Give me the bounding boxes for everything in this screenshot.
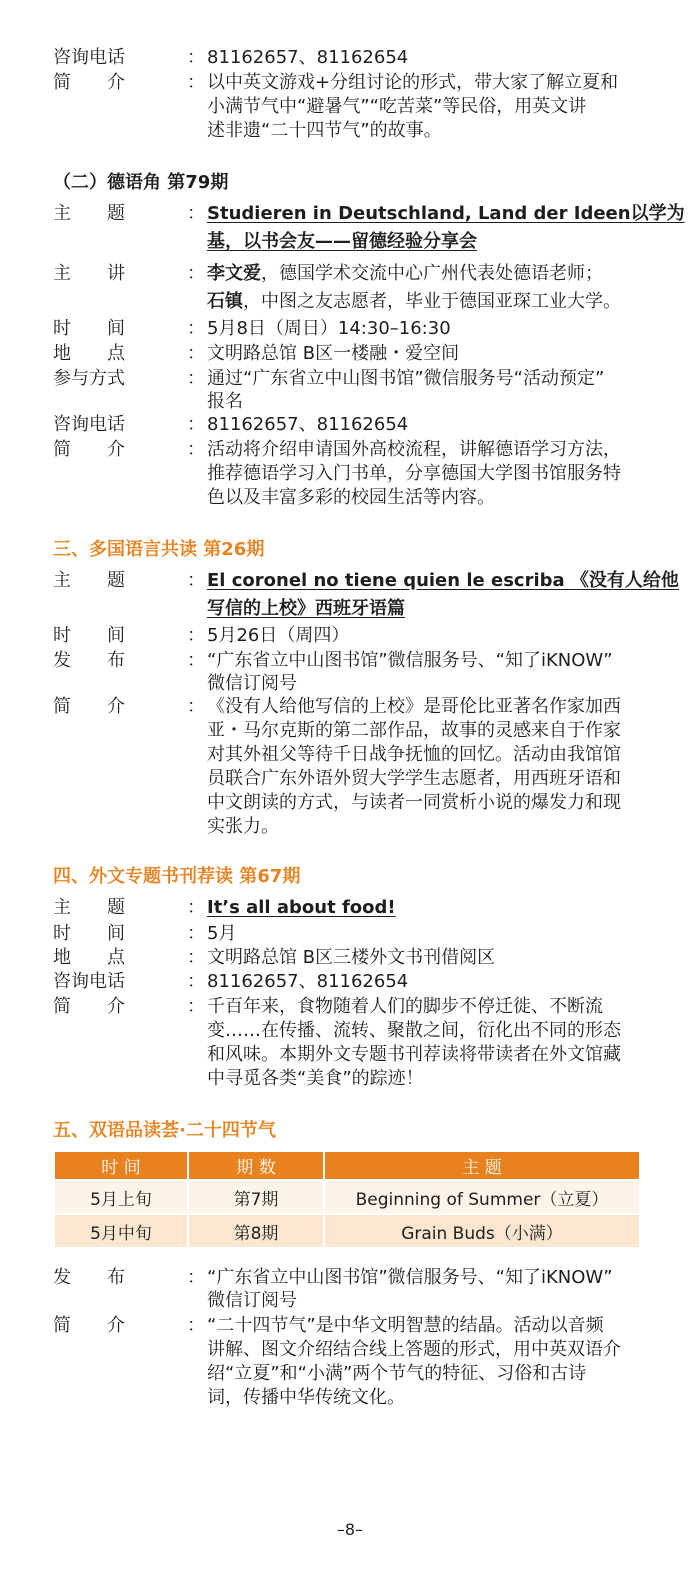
s3-intro-label: 简 介	[53, 696, 125, 717]
s2-speaker-1	[207, 263, 603, 284]
s2-intro-line-2: 推荐德语学习入门书单，分享德国大学图书馆服务特	[207, 463, 621, 484]
s4-intro-row: 简 介 ： 千百年来，食物随着人们的脚步不停迁徙、不断流 变……在传播、流转、聚散之间，衍化出不同的形态 和风味。本期外文专题书刊荐读将带读者在外文馆藏 中寻觅各类“美食”的踪迹！	[53, 996, 621, 1089]
s3-heading: 三、多国语言共读 第26期	[53, 539, 265, 560]
table-cell: Grain Buds（小满）	[325, 1215, 639, 1247]
s4-contact-label: 咨询电话	[53, 971, 125, 992]
s3-theme-line-1: El coronel no tiene quien le escriba 《没有人给他	[207, 570, 679, 591]
s3-intro-line-4: 员联合广东外语外贸大学学生志愿者，用西班牙语和	[207, 768, 621, 789]
s2-theme-line-1: Studieren in Deutschland, Land der Ideen以学为	[207, 203, 685, 224]
s2-theme-label: 主 题	[53, 203, 125, 224]
schedule-header-row	[55, 1152, 639, 1179]
s1-intro-row: 简 介 ： 以中英文游戏+分组讨论的形式，带大家了解立夏和 小满节气中“避暑气”“吃苦菜”等民俗，用英文讲 述非遗“二十四节气”的故事。	[53, 72, 619, 141]
s1-intro-label: 简 介	[53, 72, 125, 93]
s3-theme-label: 主 题	[53, 570, 125, 591]
s2-speaker1-name: 李文爱	[207, 263, 261, 284]
s3-theme-row: 主 题 ： El coronel no tiene quien le escriba 《没有人给他 写信的上校》西班牙语篇	[53, 570, 679, 619]
s5-intro-line-2: 讲解、图文介绍结合线上答题的形式，用中英双语介	[207, 1339, 621, 1360]
s5-publish-line-1: “广东省立中山图书馆”微信服务号、“知了iKNOW”	[207, 1267, 613, 1288]
s3-publish-row: 发 布 ： “广东省立中山图书馆”微信服务号、“知了iKNOW” 微信订阅号	[53, 650, 613, 694]
s4-time-label: 时 间	[53, 923, 125, 944]
s5-intro-line-4: 词，传播中华传统文化。	[207, 1387, 405, 1408]
s2-join-row: 参与方式 ： 通过“广东省立中山图书馆”微信服务号“活动预定” 报名	[53, 368, 605, 412]
s4-intro-label: 简 介	[53, 996, 125, 1017]
s2-time-value: 5月8日（周日）14:30–16:30	[207, 318, 451, 339]
s4-intro-line-4: 中寻觅各类“美食”的踪迹！	[207, 1068, 424, 1089]
s1-contact-label: 咨询电话	[53, 47, 125, 68]
s5-publish-row: 发 布 ： “广东省立中山图书馆”微信服务号、“知了iKNOW” 微信订阅号	[53, 1267, 613, 1311]
s3-intro-row: 简 介 ： 《没有人给他写信的上校》是哥伦比亚著名作家加西 亚・马尔克斯的第二部作品，故事的灵感来自于作家 对其外祖父等待千日战争抚恤的回忆。活动由我馆馆 员联合广东外语外贸大学学生志愿者，用西班牙语和 中文朗读的方式，与读者一同赏析小说的爆发力和现 实张力。	[53, 696, 621, 837]
table-cell: 第7期	[189, 1181, 323, 1213]
s2-place-value: 文明路总馆 B区一楼融・爱空间	[207, 343, 460, 364]
s1-contact-value: 81162657、81162654	[207, 47, 409, 68]
page-number: –8–	[336, 1520, 364, 1539]
s5-heading: 五、双语品读荟·二十四节气	[53, 1120, 276, 1141]
s2-join-line-1: 通过“广东省立中山图书馆”微信服务号“活动预定”	[207, 368, 605, 389]
s2-time-label: 时 间	[53, 318, 125, 339]
table-cell: 第8期	[189, 1215, 323, 1247]
s4-place-value: 文明路总馆 B区三楼外文书刊借阅区	[207, 947, 496, 968]
s5-publish-label: 发 布	[53, 1267, 125, 1288]
s2-intro-row: 简 介 ： 活动将介绍申请国外高校流程，讲解德语学习方法， 推荐德语学习入门书单，分享德国大学图书馆服务特 色以及丰富多彩的校园生活等内容。	[53, 439, 621, 508]
s3-intro-line-6: 实张力。	[207, 816, 279, 837]
s1-intro-line-3: 述非遗“二十四节气”的故事。	[207, 120, 442, 141]
s4-theme-value: It’s all about food!	[207, 897, 396, 918]
s3-intro-line-3: 对其外祖父等待千日战争抚恤的回忆。活动由我馆馆	[207, 744, 621, 765]
s2-place-label: 地 点	[53, 343, 125, 364]
s5-intro-label: 简 介	[53, 1315, 125, 1336]
s2-speaker1-desc: ，德国学术交流中心广州代表处德语老师；	[261, 263, 603, 284]
s5-intro-line-1: “二十四节气”是中华文明智慧的结晶。活动以音频	[207, 1315, 604, 1336]
s1-intro-line-1: 以中英文游戏+分组讨论的形式，带大家了解立夏和	[207, 72, 619, 93]
table-cell: 5月上旬	[55, 1181, 187, 1213]
s2-heading: （二）德语角 第79期	[53, 172, 229, 193]
s2-join-line-2: 报名	[207, 391, 243, 412]
s5-intro-line-3: 绍“立夏”和“小满”两个节气的特征、习俗和古诗	[207, 1363, 587, 1384]
table-row	[55, 1181, 639, 1213]
s4-heading: 四、外文专题书刊荐读 第67期	[53, 866, 301, 887]
s3-theme-line-2: 写信的上校》西班牙语篇	[207, 598, 405, 619]
table-cell: Beginning of Summer（立夏）	[325, 1181, 639, 1213]
s2-speaker2-name: 石镇	[207, 291, 243, 312]
s2-theme-row: 主 题 ： Studieren in Deutschland, Land der Ideen以学为 基，以书会友——留德经验分享会	[53, 203, 685, 252]
s4-theme-label: 主 题	[53, 897, 125, 918]
s2-speaker2-desc: ，中图之友志愿者，毕业于德国亚琛工业大学。	[243, 291, 621, 312]
s2-theme-line-2: 基，以书会友——留德经验分享会	[207, 231, 477, 252]
s4-contact-value: 81162657、81162654	[207, 971, 409, 992]
s2-intro-label: 简 介	[53, 439, 125, 460]
s1-intro-line-2: 小满节气中“避暑气”“吃苦菜”等民俗，用英文讲	[207, 96, 587, 117]
s2-speaker-row: 主 讲 ： 李文爱，德国学术交流中心广州代表处德语老师； 石镇，中图之友志愿者，毕业于德国亚琛工业大学。	[53, 263, 621, 312]
s5-publish-line-2: 微信订阅号	[207, 1290, 297, 1311]
schedule-header-theme: 主 题	[325, 1152, 639, 1179]
document-page: 咨询电话 ： 81162657、81162654 简 介 ： 以中英文游戏+分组讨论的形式，带大家了解立夏和 小满节气中“避暑气”“吃苦菜”等民俗，用英文讲 述非遗“二十四节气”的故事。 （二）德语角 第79期 主 题 ： Studieren in Deutschland, Land der Ideen以学为 基，以书会友——留德经验分享会 主 讲 ： 李文爱，德国学术交流中心广州代表处德语老师； 石镇，中图之友志愿者，毕业于德国亚琛工业大学。 时 间 ： 5月8日（周日）14:30–16:30 地 点 ： 文明路总馆 B区一楼融・爱空间 参与方式 ： 通过“广东省立中山图书馆”微信服务号“活动预定” 报名 咨询电话 ： 81162657、81162654 简 介 ： 活动将介绍申请国外高校流程，讲解德语学习方法， 推荐德语学习入门书单，分享德国大学图书馆服务特 色以及丰富多彩的校园生活等内容。 三、多国语言共读 第26期 主 题 ： El coronel no tiene quien le escriba 《没有人给他 写信的上校》西班牙语篇 时 间 ： 5月26日（周四） 发 布 ： “广东省立中山图书馆”微信服务号、“知了iKNOW” 微信订阅号 简 介 ： 《没有人给他写信的上校》是哥伦比亚著名作家加西 亚・马尔克斯的第二部作品，故事的灵感来自于作家 对其外祖父等待千日战争抚恤的回忆。活动由我馆馆 员联合广东外语外贸大学学生志愿者，用西班牙语和 中文朗读的方式，与读者一同赏析小说的爆发力和现 实张力。 四、外文专题书刊荐读 第67期 主 题 ： It’s all about food! 时 间 ： 5月 地 点 ： 文明路总馆 B区三楼外文书刊借阅区 咨询电话 ： 81162657、81162654 简 介 ： 千百年来，食物随着人们的脚步不停迁徙、不断流 变……在传播、流转、聚散之间，衍化出不同的形态 和风味。本期外文专题书刊荐读将带读者在外文馆藏 中寻觅各类“美食”的踪迹！ 五、双语品读荟·二十四节气 时 间 期 数 主 题 5月上旬 第7期 Beginning of Summer（立夏） 5月中旬 第8期 Grain Buds（小满） 发 布 ： “广东省立中山图书馆”微信服务号、“知了iKNOW” 微信订阅号 简 介 ： “二十四节气”是中华文明智慧的结晶。活动以音频 讲解、图文介绍结合线上答题的形式，用中英双语介 绍“立夏”和“小满”两个节气的特征、习俗和古诗 词，传播中华传统文化。 –8–	[0, 0, 700, 1576]
s2-intro-line-1: 活动将介绍申请国外高校流程，讲解德语学习方法，	[207, 439, 621, 460]
s3-publish-label: 发 布	[53, 650, 125, 671]
s2-speaker-2	[207, 291, 621, 312]
s3-time-label: 时 间	[53, 625, 125, 646]
s3-publish-line-2: 微信订阅号	[207, 673, 297, 694]
s3-intro-line-5: 中文朗读的方式，与读者一同赏析小说的爆发力和现	[207, 792, 621, 813]
s2-contact-value: 81162657、81162654	[207, 414, 409, 435]
s4-time-value: 5月	[207, 923, 237, 944]
s4-intro-line-3: 和风味。本期外文专题书刊荐读将带读者在外文馆藏	[207, 1044, 621, 1065]
schedule-header-issue: 期 数	[189, 1152, 323, 1179]
s2-speaker-label: 主 讲	[53, 263, 125, 284]
s2-contact-label: 咨询电话	[53, 414, 125, 435]
s3-time-value: 5月26日（周四）	[207, 625, 350, 646]
s4-place-label: 地 点	[53, 947, 125, 968]
table-row	[55, 1215, 639, 1247]
s3-intro-line-2: 亚・马尔克斯的第二部作品，故事的灵感来自于作家	[207, 720, 621, 741]
s4-intro-line-1: 千百年来，食物随着人们的脚步不停迁徙、不断流	[207, 996, 603, 1017]
schedule-header-time: 时 间	[55, 1152, 187, 1179]
s3-intro-line-1: 《没有人给他写信的上校》是哥伦比亚著名作家加西	[207, 696, 621, 717]
table-cell: 5月中旬	[55, 1215, 187, 1247]
schedule-table	[53, 1150, 641, 1249]
s4-intro-line-2: 变……在传播、流转、聚散之间，衍化出不同的形态	[207, 1020, 621, 1041]
s5-intro-row: 简 介 ： “二十四节气”是中华文明智慧的结晶。活动以音频 讲解、图文介绍结合线上答题的形式，用中英双语介 绍“立夏”和“小满”两个节气的特征、习俗和古诗 词，传播中华传统文化。	[53, 1315, 621, 1408]
s2-intro-line-3: 色以及丰富多彩的校园生活等内容。	[207, 487, 495, 508]
s2-join-label: 参与方式	[53, 368, 125, 389]
s3-publish-line-1: “广东省立中山图书馆”微信服务号、“知了iKNOW”	[207, 650, 613, 671]
